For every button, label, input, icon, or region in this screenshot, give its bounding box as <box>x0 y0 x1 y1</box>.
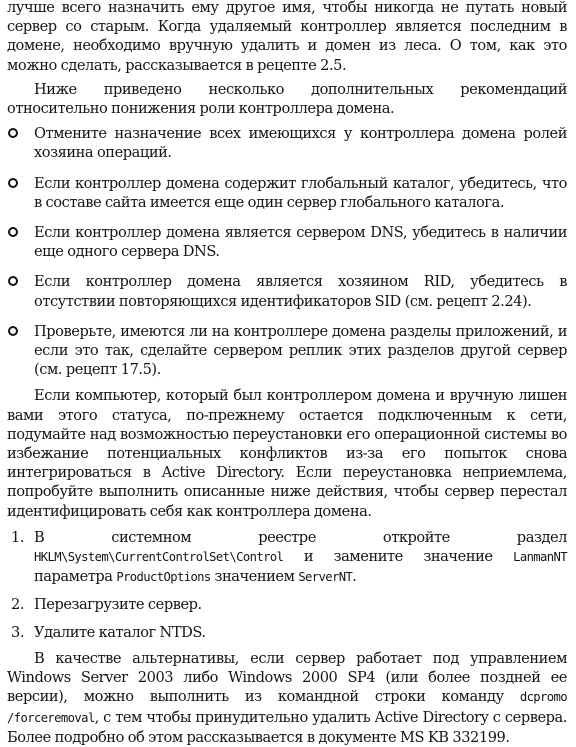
step-text: Перезагрузите сервер. <box>34 596 202 614</box>
step-text: и замените значение <box>283 548 514 566</box>
step-text: Удалите каталог <box>34 623 160 641</box>
step-number: 3. <box>11 623 25 641</box>
registry-key-path: HKLM\System\CurrentControlSet\Control <box>34 550 284 565</box>
registry-value-new: ServerNT <box>298 570 353 585</box>
intro-paragraph: лучше всего назначить ему другое имя, чтобы никогда не путать новый сервер со старым. Когда удаляемый контроллер является последним в домене, необходимо вручную удалить и домен из леса. О том, как это можно сделать, рассказывается в рецепте 2.5. <box>7 0 567 74</box>
step-text: . <box>201 623 206 641</box>
circle-bullet-icon <box>8 276 18 286</box>
step-item <box>7 595 567 614</box>
paragraph-text: В качестве альтернативы, если сервер работает под управлением Windows Server 2003 либо Windows 2000 SP4 (или более поздней ее версии), можно выполнить из командной строки команду <box>7 649 567 706</box>
registry-value-old: LanmanNT <box>513 550 567 565</box>
paragraph-text: , с тем чтобы принудительно удалить Active Directory с сервера. Более подробно об этом рассказывается в документе MS KB 332199. <box>7 708 567 746</box>
list-item <box>7 272 567 310</box>
list-item <box>7 322 567 380</box>
step-text: В системном реестре откройте раздел <box>34 528 567 546</box>
step-item <box>7 528 567 588</box>
step-number: 2. <box>11 596 25 614</box>
list-item <box>7 124 567 162</box>
list-item-text: Если контроллер домена является хозяином RID, убедитесь в отсутствии повторяющихся идентификаторов SID (см. рецепт 2.24). <box>34 273 567 310</box>
list-item-text: Если контроллер домена является сервером DNS, убедитесь в наличии еще одного сервера DNS. <box>34 224 567 261</box>
recommendation-list <box>7 124 567 379</box>
directory-name: NTDS <box>159 623 202 641</box>
circle-bullet-icon <box>8 128 18 138</box>
circle-bullet-icon <box>8 227 18 237</box>
step-text: параметра <box>34 568 117 586</box>
step-text: значением <box>210 568 299 586</box>
list-item <box>7 223 567 261</box>
step-text: . <box>352 568 357 586</box>
list-item-text: Отмените назначение всех имеющихся у контроллера домена ролей хозяина операций. <box>34 125 567 162</box>
alternative-paragraph <box>7 649 567 747</box>
list-item <box>7 174 567 212</box>
registry-param-name: ProductOptions <box>116 570 211 585</box>
step-number: 1. <box>11 528 25 546</box>
forced-demotion-paragraph: Если компьютер, который был контроллером домена и вручную лишен вами этого статуса, по-прежнему остается подключенным к сети, подумайте над возможностью переустановки его операционной системы во избежание потенциальных конфликтов из-за его попыток снова интегрироваться в Active Directory. Если переустановка неприемлема, попробуйте выполнить описанные ниже действия, чтобы сервер перестал идентифицировать себя как контроллера домена. <box>7 387 567 520</box>
circle-bullet-icon <box>8 326 18 336</box>
step-item <box>7 623 567 642</box>
recommendations-paragraph: Ниже приведено несколько дополнительных рекомендаций относительно понижения роли контроллера домена. <box>7 80 567 118</box>
demotion-steps-list <box>7 528 567 642</box>
list-item-text: Если контроллер домена содержит глобальный каталог, убедитесь, что в составе сайта имеется еще один сервер глобального каталога. <box>34 174 567 211</box>
list-item-text: Проверьте, имеются ли на контроллере домена разделы приложений, и если это так, сделайте сервером реплик этих разделов другой сервер (см. рецепт 17.5). <box>34 322 567 379</box>
command-line: dcpromo /forceremoval <box>7 690 567 725</box>
circle-bullet-icon <box>8 178 18 188</box>
